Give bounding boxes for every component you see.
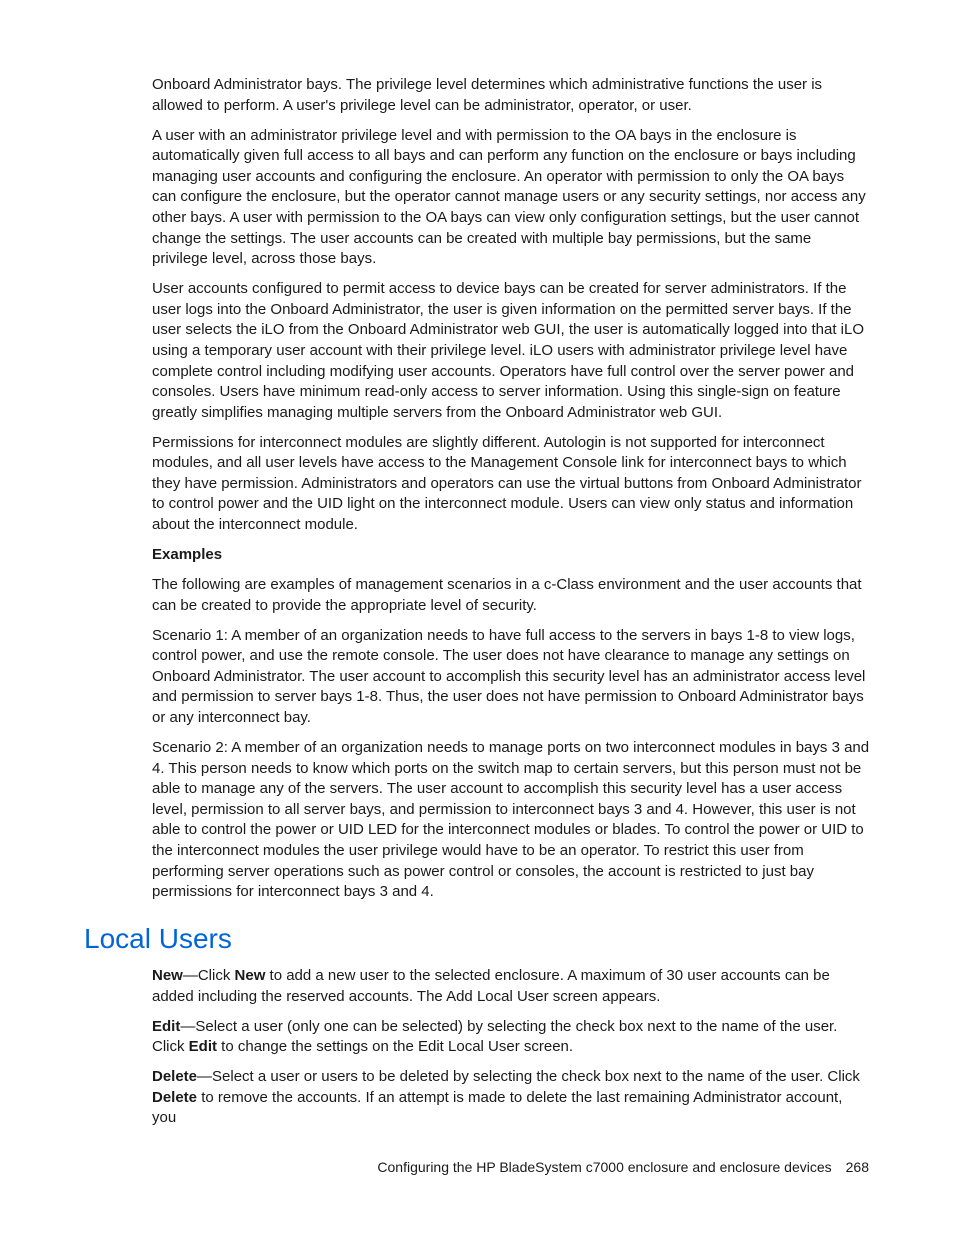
paragraph-interconnect: Permissions for interconnect modules are slightly different. Autologin is not supported for interconnect modules, and all user levels have access to the Management Console link for interconnect bays to which they have permission. Administrators and operators can use the virtual buttons from Onboard Administrator to control power and the UID light on the interconnect module. Users can view only status and information about the interconnect module.: [152, 433, 862, 534]
paragraph-delete: Delete—Select a user or users to be deleted by selecting the check box next to the name of the user. Click Delete to remove the accounts. If an attempt is made to delete the last remaining Administrator account, you: [152, 1068, 860, 1127]
paragraph-privilege-intro: Onboard Administrator bays. The privilege level determines which administrative functions the user is allowed to perform. A user's privilege level can be administrator, operator, or user.: [152, 76, 823, 114]
term-new: New: [152, 967, 183, 984]
term-delete-inline: Delete: [152, 1088, 198, 1106]
paragraph-examples-intro: The following are examples of management scenarios in a c-Class environment and the user accounts that can be created to provide the appropriate level of security.: [152, 576, 862, 614]
term-edit: Edit: [152, 1017, 181, 1035]
body-text: [152, 75, 870, 912]
page-number: 268: [845, 1159, 869, 1175]
paragraph-scenario-2: Scenario 2: A member of an organization needs to manage ports on two interconnect modules in bays 3 and 4. This person needs to know which ports on the switch map to certain servers, but this person must not be able to manage any of the servers. The user account to accomplish this security level has a user access level, permission to all server bays, and permission to interconnect bays 3 and 4. However, this user is not able to control the power or UID LED for the interconnect modules or blades. To control the power or UID to the interconnect modules the user privilege would have to be an operator. To restrict this user from performing server operations such as power control or consoles, the account is restricted to just bay permissions for interconnect bays 3 and 4.: [152, 738, 870, 901]
section-title-local-users: Local Users: [84, 923, 232, 954]
term-edit-inline: Edit: [188, 1038, 218, 1056]
local-users-body: [152, 966, 870, 1138]
term-delete: Delete: [152, 1068, 198, 1086]
term-new-inline: New: [234, 967, 266, 984]
paragraph-edit: Edit—Select a user (only one can be selected) by selecting the check box next to the name of the user. Click Edit to change the settings on the Edit Local User screen.: [152, 1017, 838, 1056]
footer-title: Configuring the HP BladeSystem c7000 enclosure and enclosure devices: [377, 1159, 832, 1175]
paragraph-oa-bays: A user with an administrator privilege level and with permission to the OA bays in the enclosure is automatically given full access to all bays and can perform any function on the enclosure or bays including managing user accounts and configuring the enclosure. An operator with permission to only the OA bays can configure the enclosure, but the operator cannot manage users or any security settings, nor access any other bays. A user with permission to the OA bays can view only configuration settings, but the user cannot change the settings. The user accounts can be created with multiple bay permissions, but the same privilege level, across those bays.: [152, 126, 866, 268]
paragraph-device-bays: User accounts configured to permit access to device bays can be created for server administrators. If the user logs into the Onboard Administrator, the user is given information on the permitted server bays. If the user selects the iLO from the Onboard Administrator web GUI, the user is automatically logged into that iLO using a temporary user account with their privilege level. iLO users with administrator privilege level have complete control including modifying user accounts. Operators have full control over the server power and consoles. Users have minimum read-only access to server information. Using this single-sign on feature greatly simplifies managing multiple servers from the Onboard Administrator web GUI.: [152, 280, 865, 421]
examples-heading: Examples: [152, 546, 223, 564]
paragraph-new: New—Click New to add a new user to the selected enclosure. A maximum of 30 user accounts can be added including the reserved accounts. The Add Local User screen appears.: [152, 967, 830, 1005]
paragraph-scenario-1: Scenario 1: A member of an organization needs to have full access to the servers in bays 1-8 to view logs, control power, and use the remote console. The user does not have clearance to manage any settings on Onboard Administrator. The user account to accomplish this security level has an administrator access level and permission to server bays 1-8. Thus, the user does not have permission to Onboard Administrator bays or any interconnect bay.: [152, 626, 866, 726]
page-footer: [377, 1157, 869, 1177]
